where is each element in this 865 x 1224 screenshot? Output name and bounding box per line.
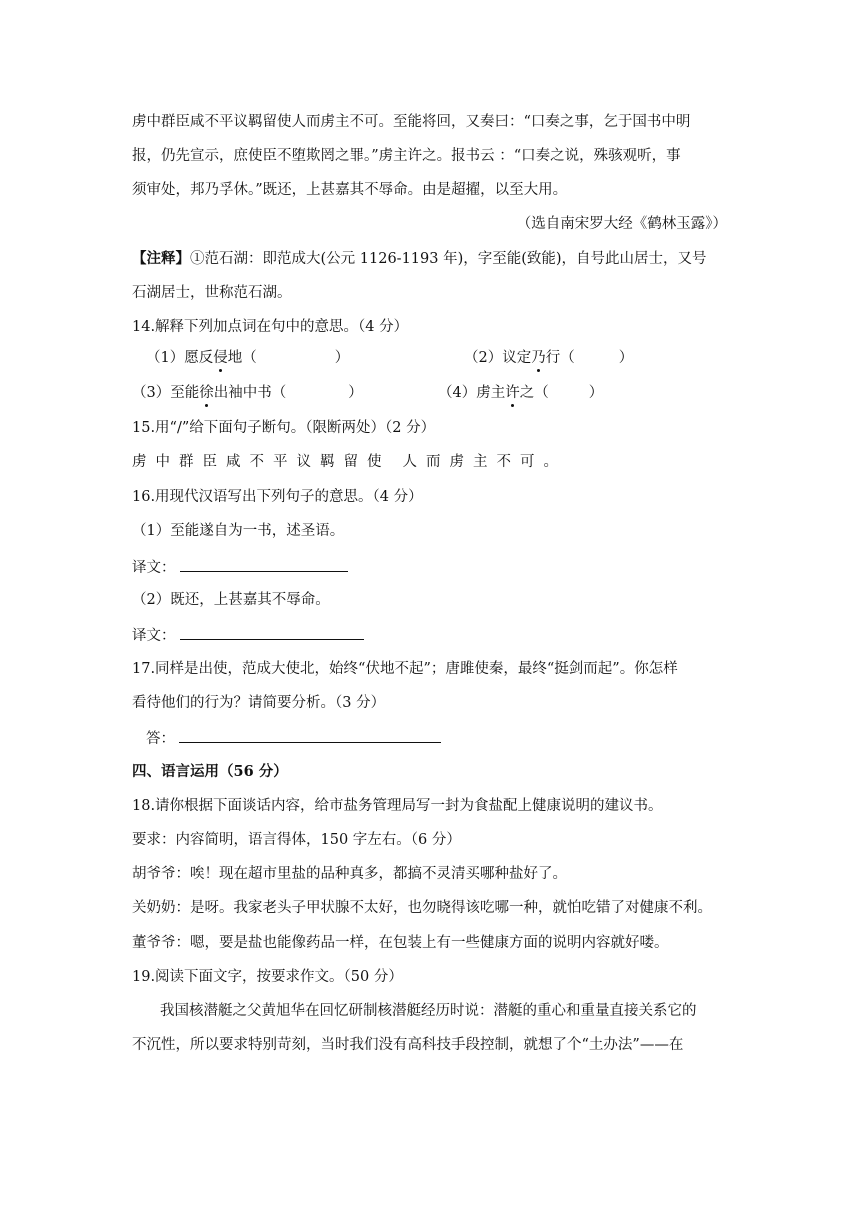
q14-title: 14.解释下列加点词在句中的意思。（4 分） bbox=[132, 319, 409, 335]
q14-item-4-pre: （4）虏主 bbox=[438, 385, 506, 401]
q17-line-2: 看待他们的行为？请简要分析。（3 分） bbox=[132, 695, 386, 711]
q16-title: 16.用现代汉语写出下列句子的意思。（4 分） bbox=[132, 489, 423, 505]
q14-item-2-post: 行（ bbox=[545, 350, 575, 366]
q16-sentence-1: （1）至能遂自为一书，述圣语。 bbox=[132, 523, 345, 539]
q16-answer-blank-1[interactable] bbox=[180, 556, 348, 572]
q14-item-1-pre: （1）愿反 bbox=[146, 350, 214, 366]
q14-item-1-dotted: 侵 bbox=[213, 350, 228, 366]
q19-title: 19.阅读下面文字，按要求作文。（50 分） bbox=[132, 969, 403, 985]
q14-item-1-post: 地（ bbox=[227, 350, 257, 366]
q14-item-4-dotted: 许 bbox=[505, 385, 520, 401]
section-4-title: 四、语言运用（56 分） bbox=[132, 763, 288, 780]
passage-line-2: 报，仍先宣示，庶使臣不堕欺罔之罪。”虏主许之。报书云 ：“口奏之说，殊骇观听，事 bbox=[132, 148, 681, 164]
q15-sentence-b: 人而虏主不可。 bbox=[402, 454, 567, 470]
q14-item-4 bbox=[438, 383, 603, 403]
q14-item-3-pre: （3）至能 bbox=[132, 385, 200, 401]
q14-item-2-dotted: 乃 bbox=[531, 350, 546, 366]
q18-dialogue-1: 胡爷爷：唉！现在超市里盐的品种真多，都搞不灵清买哪种盐好了。 bbox=[132, 866, 567, 882]
q17-answer-label: 答： bbox=[146, 731, 175, 747]
q15-title: 15.用“/”给下面句子断句。（限断两处）（2 分） bbox=[132, 420, 436, 436]
q18-requirement: 要求：内容简明，语言得体，150 字左右。（6 分） bbox=[132, 832, 461, 848]
q14-item-1 bbox=[146, 348, 349, 368]
q19-paragraph-line-2: 不沉性，所以要求特别苛刻，当时我们没有高科技手段控制，就想了个“土办法”——在 bbox=[132, 1037, 684, 1053]
q18-dialogue-3: 董爷爷：嗯，要是盐也能像药品一样，在包装上有一些健康方面的说明内容就好喽。 bbox=[132, 935, 669, 951]
q19-paragraph-line-1: 我国核潜艇之父黄旭华在回忆研制核潜艇经历时说：潜艇的重心和重量直接关系它的 bbox=[160, 1003, 697, 1019]
q18-title: 18.请你根据下面谈话内容，给市盐务管理局写一封为食盐配上健康说明的建议书。 bbox=[132, 798, 663, 814]
note-line-1 bbox=[132, 249, 707, 269]
note-text-1: ①范石湖：即范成大(公元 1126-1193 年)，字至能(致能)，自号此山居士，又号 bbox=[190, 251, 707, 267]
q18-dialogue-2: 关奶奶：是呀。我家老头子甲状腺不太好，也勿晓得该吃哪一种，就怕吃错了对健康不利。 bbox=[132, 900, 712, 916]
q14-item-3-close: ） bbox=[348, 385, 363, 401]
q17-answer-blank[interactable] bbox=[179, 727, 441, 743]
passage-line-3: 须审处，邦乃孚休。”既还，上甚嘉其不辱命。由是超擢，以至大用。 bbox=[132, 182, 568, 198]
q15-sentence-a: 虏中群臣咸不平议羁留使 bbox=[132, 454, 391, 470]
q16-sentence-2: （2）既还，上甚嘉其不辱命。 bbox=[132, 592, 330, 608]
q14-item-3 bbox=[132, 383, 363, 403]
q15-sentence bbox=[132, 452, 567, 472]
q14-item-1-close: ） bbox=[334, 350, 350, 366]
q14-item-4-post: 之（ bbox=[519, 385, 549, 401]
q16-answer-blank-2[interactable] bbox=[180, 624, 364, 640]
q16-answer-label-1: 译文： bbox=[132, 560, 176, 576]
q14-item-3-dotted: 徐 bbox=[199, 385, 214, 401]
q14-item-4-close: ） bbox=[588, 385, 604, 401]
q17-answer bbox=[146, 727, 441, 747]
passage-source: （选自南宋罗大经《鹤林玉露》） bbox=[516, 216, 727, 232]
passage-line-1: 虏中群臣咸不平议羁留使人而虏主不可。至能将回，又奏曰：“口奏之事，乞于国书中明 bbox=[132, 114, 691, 130]
q14-item-2 bbox=[464, 348, 633, 368]
q16-answer-label-2: 译文： bbox=[132, 628, 176, 644]
q14-item-2-pre: （2）议定 bbox=[464, 350, 532, 366]
q16-answer-1 bbox=[132, 556, 348, 576]
q14-item-3-post: 出袖中书（ bbox=[213, 385, 287, 401]
q16-answer-2 bbox=[132, 624, 364, 644]
note-label: 【注释】 bbox=[132, 250, 190, 267]
q14-item-2-close: ） bbox=[618, 350, 634, 366]
q17-line-1: 17.同样是出使，范成大使北，始终“伏地不起”；唐雎使秦，最终“挺剑而起”。你怎样 bbox=[132, 661, 678, 677]
note-line-2: 石湖居士，世称范石湖。 bbox=[132, 285, 292, 301]
